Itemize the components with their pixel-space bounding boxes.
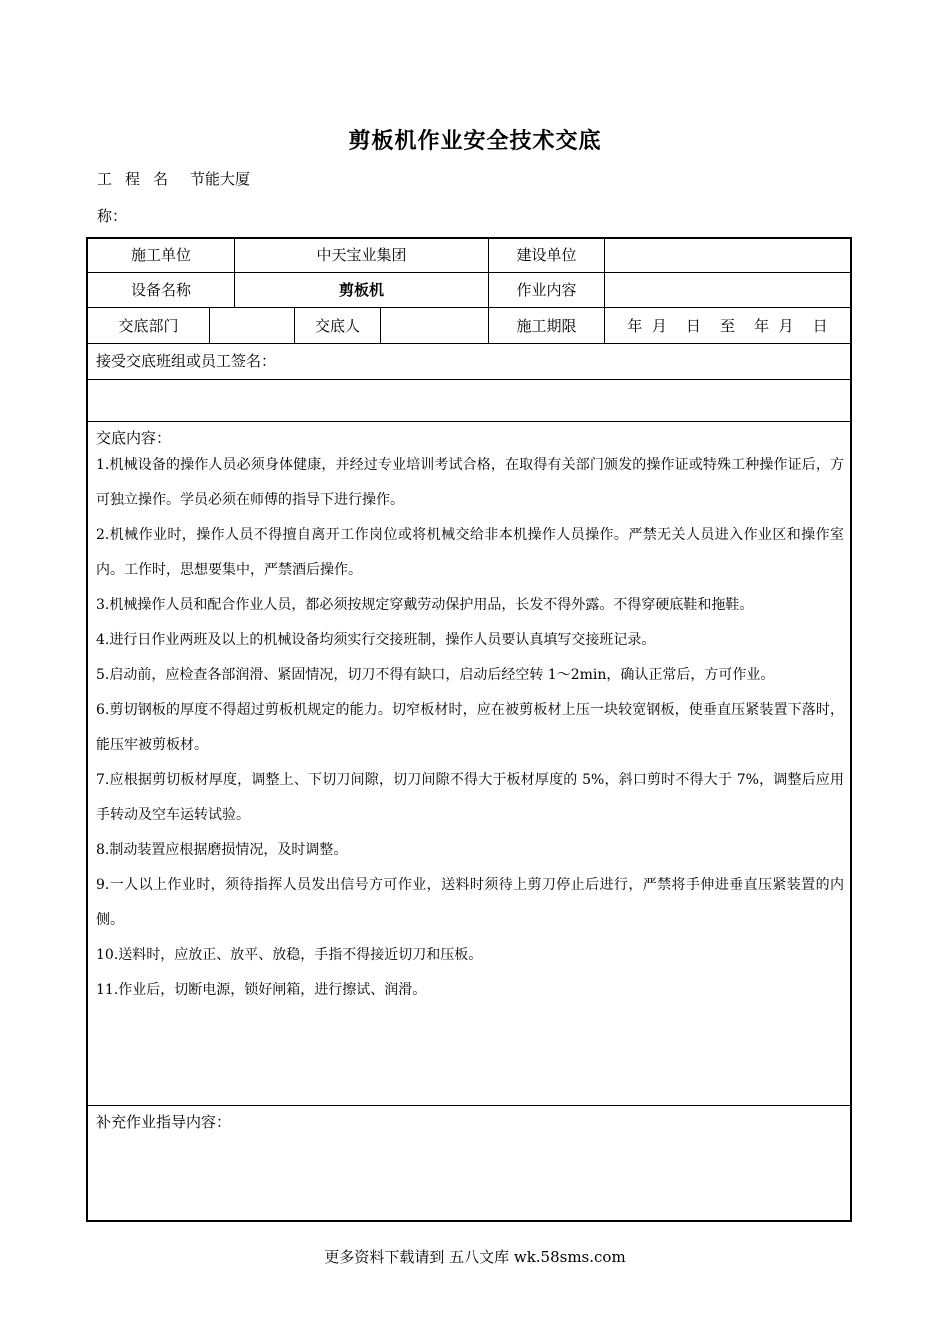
content-item: 7.应根据剪切板材厚度，调整上、下切刀间隙，切刀间隙不得大于板材厚度的 5%，斜口剪时不得大于 7%，调整后应用手转动及空车运转试验。 — [96, 772, 844, 823]
project-name-label-cont: 称： — [97, 207, 128, 225]
content-item: 2.机械作业时，操作人员不得擅自离开工作岗位或将机械交给非本机操作人员操作。严禁无关人员进入作业区和操作室内。工作时，思想要集中，严禁酒后操作。 — [96, 527, 844, 578]
document-title: 剪板机作业安全技术交底 — [348, 129, 602, 154]
table-row-divider — [87, 1105, 851, 1106]
construction-period-value: 年 月 日 至 年 月 日 — [627, 317, 828, 335]
content-item: 3.机械操作人员和配合作业人员，都必须按规定穿戴劳动保护用品，长发不得外露。不得穿硬底鞋和拖鞋。 — [96, 597, 754, 613]
equipment-name-label: 设备名称 — [130, 281, 191, 299]
equipment-name-value: 剪板机 — [338, 281, 384, 299]
construction-period-label: 施工期限 — [516, 317, 577, 335]
content-item: 8.制动装置应根据磨损情况，及时调整。 — [96, 842, 348, 858]
table-row-divider — [87, 421, 851, 422]
content-label: 交底内容： — [96, 429, 172, 447]
project-name-value: 节能大厦 — [190, 170, 251, 188]
content-item: 1.机械设备的操作人员必须身体健康，并经过专业培训考试合格，在取得有关部门颁发的操作证或特殊工种操作证后，方可独立操作。学员必须在师傅的指导下进行操作。 — [96, 457, 844, 508]
content-item: 10.送料时，应放正、放平、放稳，手指不得接近切刀和压板。 — [96, 947, 483, 963]
supplement-label: 补充作业指导内容： — [96, 1113, 232, 1131]
content-item: 5.启动前，应检查各部润滑、紧固情况，切刀不得有缺口，启动后经空转 1～2min，确认正常后，方可作业。 — [96, 667, 775, 683]
footer-note: 更多资料下载请到 五八文库 wk.58sms.com — [324, 1248, 626, 1266]
disclosure-content — [96, 448, 844, 1008]
project-name-label: 工程名 — [97, 170, 182, 188]
work-content-label: 作业内容 — [516, 281, 577, 299]
content-item: 11.作业后，切断电源，锁好闸箱，进行擦试、润滑。 — [96, 982, 427, 998]
table-row-divider — [87, 343, 851, 344]
signature-label: 接受交底班组或员工签名： — [96, 352, 277, 370]
construction-unit-value: 中天宝业集团 — [316, 246, 407, 264]
discloser-label: 交底人 — [314, 317, 360, 335]
disclosure-dept-label: 交底部门 — [118, 317, 179, 335]
table-row-divider — [87, 272, 851, 273]
table-col-divider — [380, 308, 381, 344]
content-item: 4.进行日作业两班及以上的机械设备均须实行交接班制，操作人员要认真填写交接班记录。 — [96, 632, 656, 648]
construction-unit-label: 施工单位 — [130, 246, 191, 264]
table-col-divider — [209, 308, 210, 344]
table-row-divider — [87, 307, 851, 308]
content-item: 6.剪切钢板的厚度不得超过剪板机规定的能力。切窄板材时，应在被剪板材上压一块较宽钢板，使垂直压紧装置下落时，能压牢被剪板材。 — [96, 702, 844, 753]
content-item: 9.一人以上作业时，须待指挥人员发出信号方可作业，送料时须待上剪刀停止后进行，严禁将手伸进垂直压紧装置的内侧。 — [96, 877, 844, 928]
table-row-divider — [87, 379, 851, 380]
owner-unit-label: 建设单位 — [516, 246, 577, 264]
